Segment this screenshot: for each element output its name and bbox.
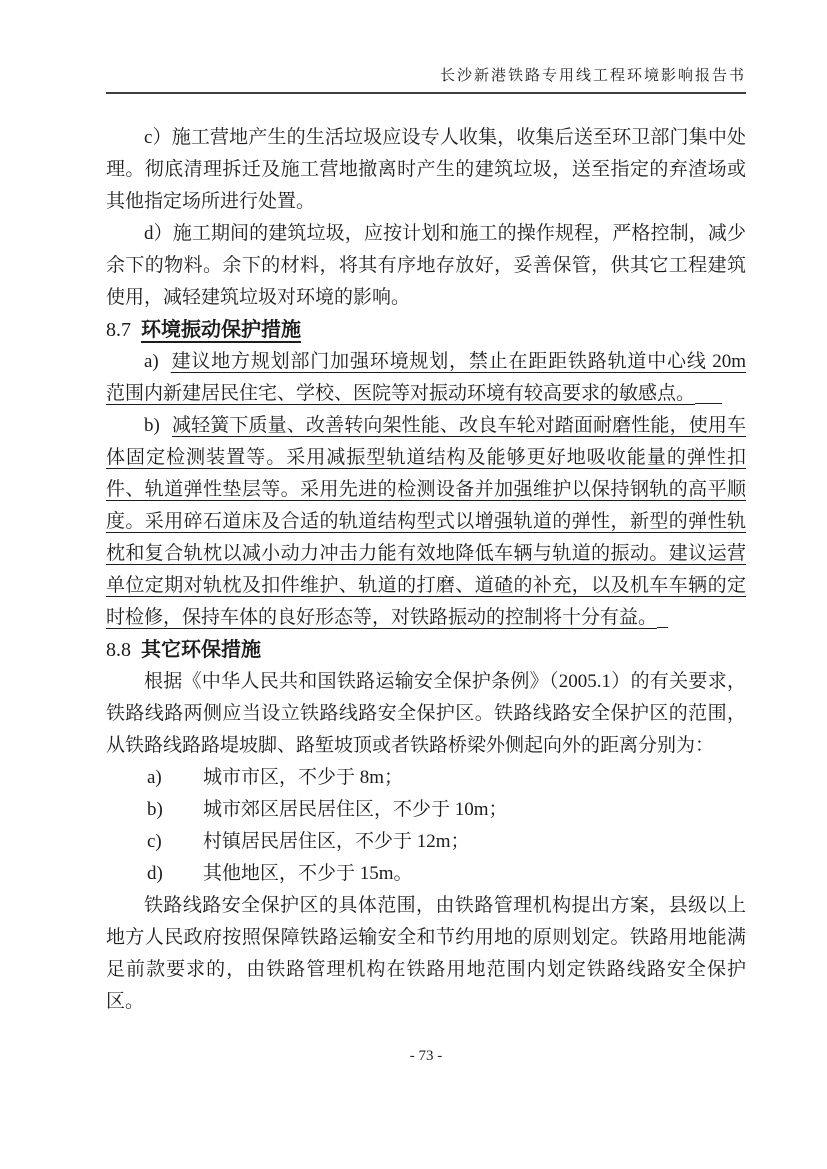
document-body [106, 122, 746, 1018]
zone-item-label: a) [147, 767, 162, 788]
section-8-7-heading [106, 314, 746, 346]
zone-list-item [147, 794, 746, 826]
vibration-item-b-label: b) [144, 415, 160, 436]
vibration-item-b [106, 410, 746, 634]
zone-item-label: c) [147, 831, 162, 852]
zone-item-text: 城市郊区居民居住区，不少于 10m； [203, 799, 508, 820]
zone-item-text: 城市市区，不少于 8m； [203, 767, 404, 788]
vibration-item-b-text: 减轻簧下质量、改善转向架性能、改良车轮对踏面耐磨性能，使用车体固定检测装置等。采用减振型轨道结构及能够更好地吸收能量的弹性扣件、轨道弹性垫层等。采用先进的检测设备并加强维护以保持钢轨的高平顺度。采用碎石道床及合适的轨道结构型式以增强轨道的弹性，新型的弹性轨枕和复合轨枕以减小动力冲击力能有效地降低车辆与轨道的振动。建议运营单位定期对轨枕及扣件维护、轨道的打磨、道碴的补充，以及机车车辆的定时检修，保持车体的良好形态等，对铁路振动的控制将十分有益。 [106, 415, 746, 628]
section-8-7-title: 环境振动保护措施 [141, 319, 301, 341]
zone-item-label: b) [147, 799, 163, 820]
page-footer [106, 1048, 746, 1065]
protection-zone-list [106, 762, 746, 890]
page-number: - 73 - [409, 1048, 443, 1064]
para-domestic-waste: c）施工营地产生的生活垃圾应设专人收集，收集后送至环卫部门集中处理。彻底清理拆迁及施工营地撤离时产生的建筑垃圾，送至指定的弃渣场或其他指定场所进行处置。 [106, 127, 746, 212]
vibration-item-a-text: 建议地方规划部门加强环境规划，禁止在距距铁路轨道中心线 20m 范围内新建居民住宅、学校、医院等对振动环境有较高要求的敏感点。 [106, 351, 746, 404]
para-safety-regulation: 根据《中华人民共和国铁路运输安全保护条例》（2005.1）的有关要求，铁路线路两侧应当设立铁路线路安全保护区。铁路线路安全保护区的范围，从铁路线路路堤坡脚、路堑坡顶或者铁路桥梁外侧起向外的距离分别为： [106, 671, 746, 756]
section-8-8-title: 其它环保措施 [141, 639, 261, 661]
zone-item-text: 其他地区，不少于 15m。 [203, 863, 413, 884]
zone-item-text: 村镇居民居住区，不少于 12m； [203, 831, 470, 852]
section-8-8-number: 8.8 [106, 639, 131, 661]
zone-item-label: d) [147, 863, 163, 884]
zone-list-item [147, 826, 746, 858]
zone-list-item [147, 858, 746, 890]
report-title-header: 长沙新港铁路专用线工程环境影响报告书 [439, 68, 746, 84]
section-8-8-heading [106, 634, 746, 666]
header-rule [106, 92, 746, 94]
para-zone-delineation: 铁路线路安全保护区的具体范围，由铁路管理机构提出方案，县级以上地方人民政府按照保障铁路运输安全和节约用地的原则划定。铁路用地能满足前款要求的，由铁路管理机构在铁路用地范围内划定铁路线路安全保护区。 [106, 895, 746, 1012]
section-8-7-number: 8.7 [106, 319, 131, 341]
vibration-item-a [106, 346, 746, 410]
page-header [0, 0, 827, 94]
vibration-item-a-label: a) [144, 351, 159, 372]
zone-list-item [147, 762, 746, 794]
para-construction-waste: d）施工期间的建筑垃圾，应按计划和施工的操作规程，严格控制，减少余下的物料。余下的材料，将其有序地存放好，妥善保管，供其它工程建筑使用，减轻建筑垃圾对环境的影响。 [106, 223, 746, 308]
